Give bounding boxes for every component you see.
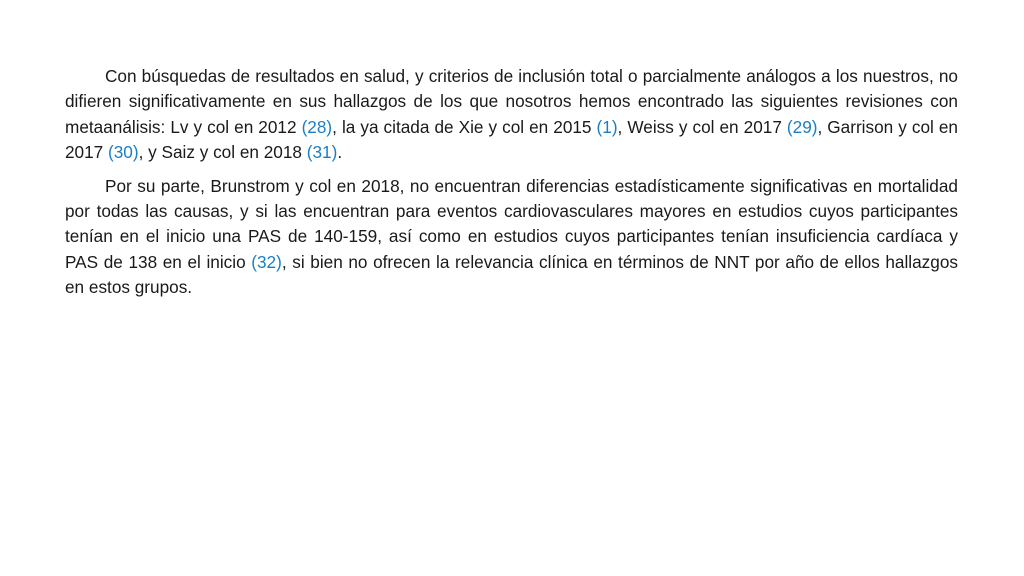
text-segment: , la ya citada de Xie y col en 2015 — [332, 116, 597, 137]
text-segment: . — [337, 142, 343, 163]
citation-31[interactable]: (31) — [306, 142, 338, 163]
text-segment: , Weiss y col en 2017 — [617, 116, 787, 137]
citation-32[interactable]: (32) — [251, 251, 282, 272]
text-segment: , y Saiz y col en 2018 — [138, 142, 307, 163]
citation-29[interactable]: (29) — [786, 116, 818, 137]
text-segment: , Garrison y col en 2017 — [65, 116, 958, 163]
body-text — [65, 64, 958, 301]
text-segment: , si bien no ofrecen la relevancia clínica en términos de NNT por año de ellos hallazgos en estos grupos. — [65, 251, 958, 298]
citation-1[interactable]: (1) — [596, 116, 618, 137]
text-segment: Por su parte, Brunstrom y col en 2018, no encuentran diferencias estadísticamente significativas en mortalidad por todas las causas, y si las encuentran para eventos cardiovasculares mayores en estudios cuyos participantes tenían en el inicio una PAS de 140-159, así como en estudios cuyos participantes tenían insuficiencia cardíaca y PAS de 138 en el inicio — [65, 175, 958, 272]
paragraph-1 — [65, 64, 958, 166]
paragraph-2 — [65, 174, 958, 301]
text-segment: Con búsquedas de resultados en salud, y criterios de inclusión total o parcialmente análogos a los nuestros, no difieren significativamente en sus hallazgos de los que nosotros hemos encontrado las siguientes revisiones con metaanálisis: Lv y col en 2012 — [65, 66, 958, 137]
citation-28[interactable]: (28) — [301, 116, 333, 137]
citation-30[interactable]: (30) — [108, 142, 139, 163]
